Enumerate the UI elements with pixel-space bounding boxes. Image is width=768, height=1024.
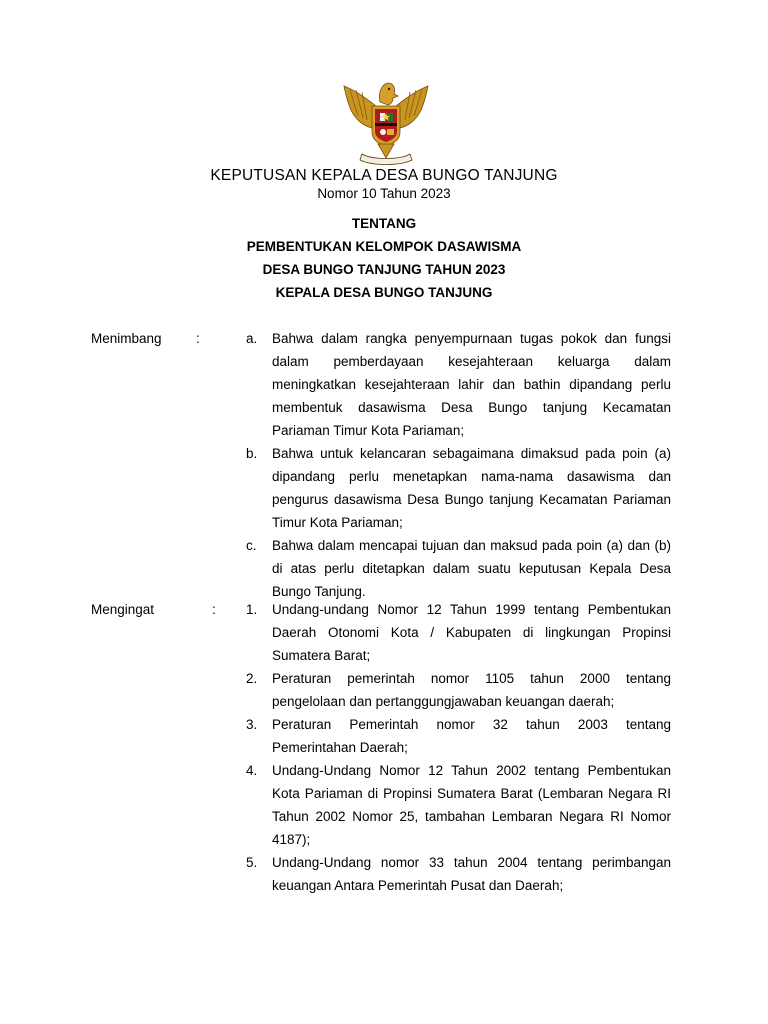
menimbang-item xyxy=(246,442,671,534)
list-item-text: Undang-undang Nomor 12 Tahun 1999 tentang Pembentukan Daerah Otonomi Kota / Kabupaten di lingkungan Propinsi Sumatera Barat; xyxy=(272,602,671,663)
heading-subject: PEMBENTUKAN KELOMPOK DASAWISMA xyxy=(246,239,522,254)
menimbang-item xyxy=(246,327,671,442)
list-item-text: Peraturan pemerintah nomor 1105 tahun 2000 tentang pengelolaan dan pertanggungjawaban keuangan daerah; xyxy=(272,671,671,709)
list-item-text: Bahwa dalam rangka penyempurnaan tugas pokok dan fungsi dalam pemberdayaan kesejahteraan keluarga dalam meningkatkan kesejahteraan lahir dan bathin dipandang perlu membentuk dasawisma Desa Bungo tanjung Kecamatan Pariaman Timur Kota Pariaman; xyxy=(272,331,671,438)
mengingat-item xyxy=(246,598,671,667)
menimbang-label: Menimbang xyxy=(91,331,162,346)
mengingat-colon: : xyxy=(212,602,216,617)
mengingat-item xyxy=(246,851,671,897)
heading-authority: KEPALA DESA BUNGO TANJUNG xyxy=(275,285,493,300)
heading-tentang: TENTANG xyxy=(351,216,417,231)
list-marker: b. xyxy=(246,446,258,461)
document-title: KEPUTUSAN KEPALA DESA BUNGO TANJUNG xyxy=(210,167,558,184)
list-marker: c. xyxy=(246,538,257,553)
list-item-text: Peraturan Pemerintah nomor 32 tahun 2003 tentang Pemerintahan Daerah; xyxy=(272,717,671,755)
document-number: Nomor 10 Tahun 2023 xyxy=(317,186,451,201)
menimbang-colon: : xyxy=(196,331,200,346)
list-item-text: Bahwa dalam mencapai tujuan dan maksud pada poin (a) dan (b) di atas perlu ditetapkan dalam suatu keputusan Kepala Desa Bungo Tanjung. xyxy=(272,538,671,599)
list-marker: 4. xyxy=(246,763,258,778)
heading-place-year: DESA BUNGO TANJUNG TAHUN 2023 xyxy=(262,262,506,277)
list-marker: 1. xyxy=(246,602,258,617)
list-marker: 2. xyxy=(246,671,258,686)
mengingat-label: Mengingat xyxy=(91,602,155,617)
mengingat-item xyxy=(246,667,671,713)
garuda-emblem-icon xyxy=(336,76,436,168)
menimbang-item xyxy=(246,534,671,603)
list-item-text: Undang-Undang nomor 33 tahun 2004 tentang perimbangan keuangan Antara Pemerintah Pusat dan Daerah; xyxy=(272,855,671,893)
list-item-text: Undang-Undang Nomor 12 Tahun 2002 tentang Pembentukan Kota Pariaman di Propinsi Sumatera Barat (Lembaran Negara RI Tahun 2002 Nomor 25, tambahan Lembaran Negara RI Nomor 4187); xyxy=(272,763,671,847)
list-item-text: Bahwa untuk kelancaran sebagaimana dimaksud pada poin (a) dipandang perlu menetapkan nama-nama dasawisma dan pengurus dasawisma Desa Bungo tanjung Kecamatan Pariaman Timur Kota Pariaman; xyxy=(272,446,671,530)
list-marker: 5. xyxy=(246,855,258,870)
list-marker: 3. xyxy=(246,717,258,732)
mengingat-item xyxy=(246,759,671,851)
mengingat-item xyxy=(246,713,671,759)
list-marker: a. xyxy=(246,331,258,346)
